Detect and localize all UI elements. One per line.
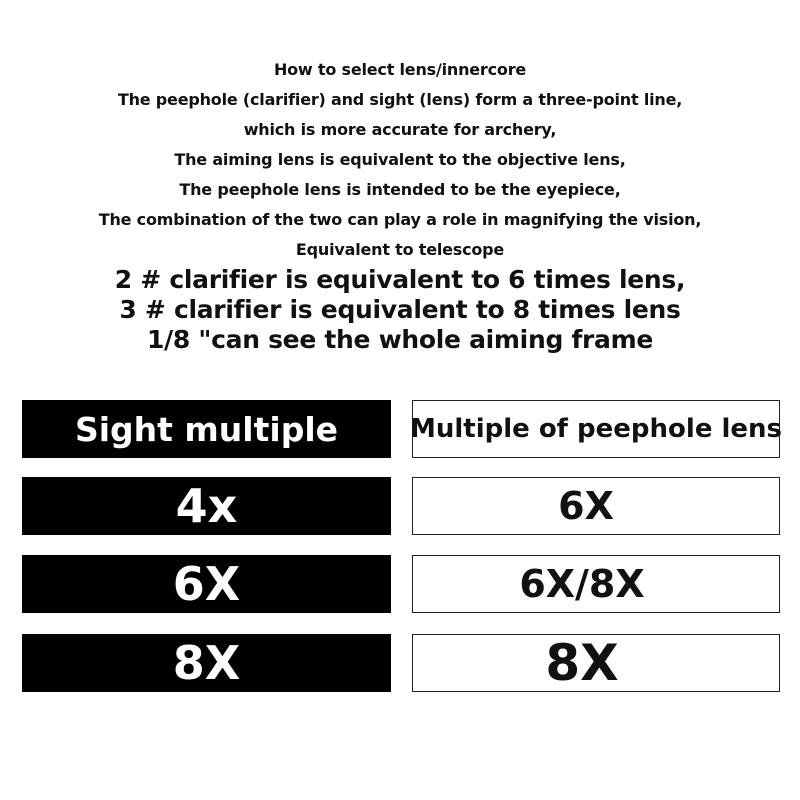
- intro-line: which is more accurate for archery,: [243, 120, 557, 139]
- sight-value-cell: 4x: [22, 477, 391, 535]
- clarifier-note: 1/8 "can see the whole aiming frame: [146, 325, 654, 354]
- intro-line: The peephole lens is intended to be the eyepiece,: [179, 180, 621, 199]
- peephole-value-cell: 6X/8X: [412, 555, 780, 613]
- clarifier-note: 2 # clarifier is equivalent to 6 times lens,: [114, 265, 686, 294]
- sight-value-cell: 8X: [22, 634, 391, 692]
- intro-line: Equivalent to telescope: [295, 240, 505, 259]
- intro-line: The combination of the two can play a role in magnifying the vision,: [98, 210, 702, 229]
- sight-value-cell: 6X: [22, 555, 391, 613]
- intro-line: The aiming lens is equivalent to the objective lens,: [174, 150, 626, 169]
- clarifier-note: 3 # clarifier is equivalent to 8 times lens: [119, 295, 681, 324]
- sight-multiple-header: Sight multiple: [22, 400, 391, 458]
- peephole-multiple-header: Multiple of peephole lens: [412, 400, 780, 458]
- peephole-value-cell: 6X: [412, 477, 780, 535]
- intro-text: [0, 55, 800, 355]
- intro-line-title: How to select lens/innercore: [273, 60, 527, 79]
- peephole-value-cell: 8X: [412, 634, 780, 692]
- intro-line: The peephole (clarifier) and sight (lens) form a three-point line,: [117, 90, 683, 109]
